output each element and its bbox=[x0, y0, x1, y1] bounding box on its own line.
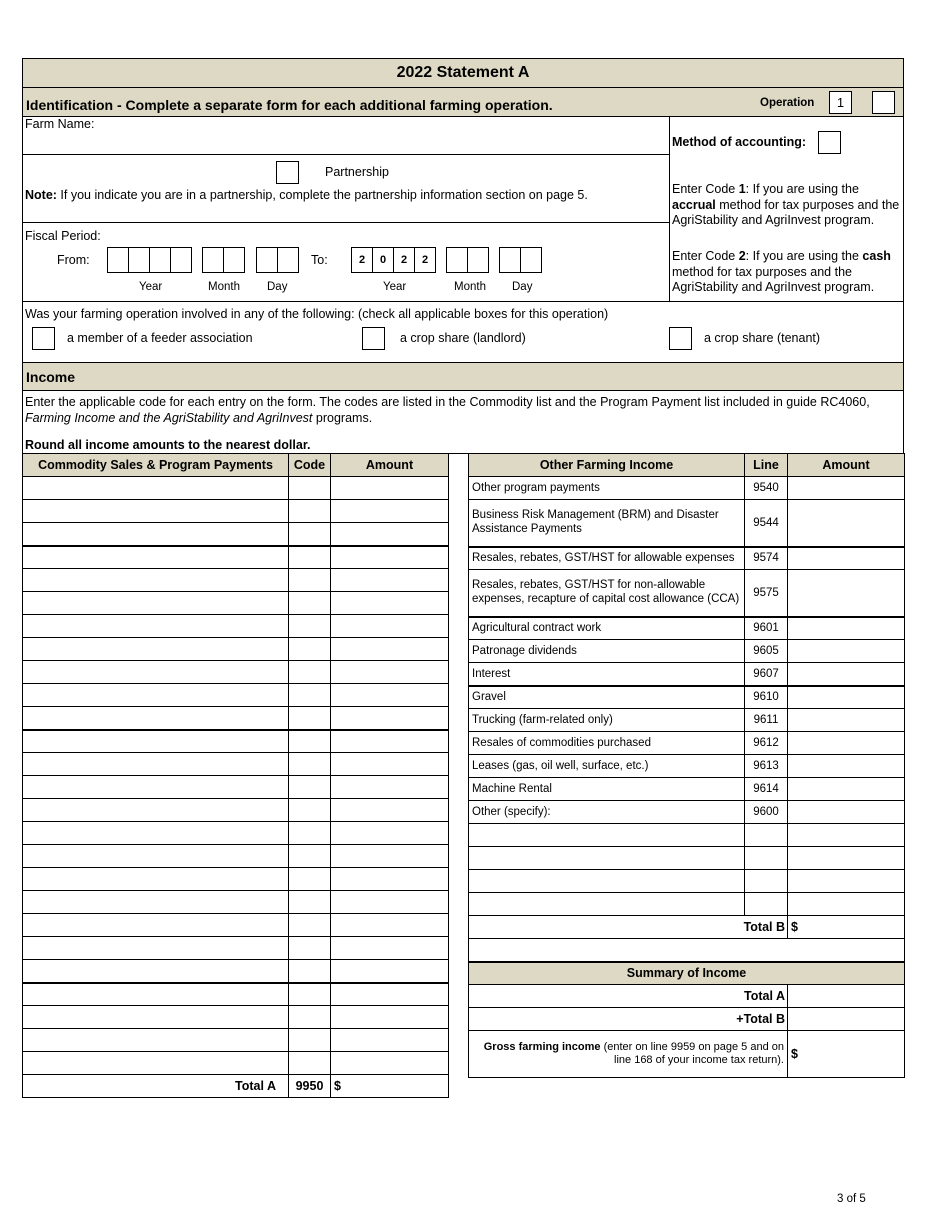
line-header: Line bbox=[745, 454, 788, 477]
commodity-cell[interactable] bbox=[23, 1052, 289, 1075]
commodity-table bbox=[22, 453, 449, 1098]
code2-pre: Enter Code bbox=[672, 249, 739, 263]
commodity-row bbox=[23, 546, 449, 569]
code-cell[interactable] bbox=[289, 891, 331, 914]
code-cell[interactable] bbox=[289, 477, 331, 500]
to-label: To: bbox=[311, 253, 328, 267]
commodity-row bbox=[23, 523, 449, 546]
line-number: 9540 bbox=[745, 477, 788, 500]
gross-income-row bbox=[469, 1031, 905, 1078]
fiscal-period-label: Fiscal Period: bbox=[25, 229, 101, 243]
other-income-label: Other (specify): bbox=[469, 801, 745, 824]
line-number: 9612 bbox=[745, 732, 788, 755]
other-income-rows bbox=[469, 477, 905, 916]
gross-income-dollar: $ bbox=[791, 1047, 798, 1061]
other-income-row bbox=[469, 570, 905, 617]
amount-cell[interactable] bbox=[331, 960, 449, 983]
amount-cell[interactable] bbox=[331, 776, 449, 799]
line-number: 9601 bbox=[745, 617, 788, 640]
amount-cell[interactable] bbox=[331, 592, 449, 615]
code-header: Code bbox=[289, 454, 331, 477]
summary-total-a-label: Total A bbox=[469, 985, 788, 1008]
other-income-amount[interactable] bbox=[788, 732, 905, 755]
other-income-label: Gravel bbox=[469, 686, 745, 709]
instructions-italic: Farming Income and the AgriStability and AgriInvest bbox=[25, 410, 313, 425]
partnership-label: Partnership bbox=[325, 165, 389, 179]
method-of-accounting-label: Method of accounting: bbox=[672, 135, 807, 149]
commodity-cell[interactable] bbox=[23, 546, 289, 569]
commodity-row bbox=[23, 960, 449, 983]
operation-number-box[interactable]: 1 bbox=[829, 91, 852, 114]
code-cell[interactable] bbox=[289, 1052, 331, 1075]
amount-cell[interactable] bbox=[331, 1006, 449, 1029]
instructions-pre: Enter the applicable code for each entry on the form. The codes are listed in the Commodity list and the Program Payment list included in guide RC4060, bbox=[25, 395, 870, 409]
to-day-digit-1[interactable] bbox=[499, 247, 521, 273]
commodity-row bbox=[23, 1052, 449, 1075]
commodity-row bbox=[23, 983, 449, 1006]
commodity-row bbox=[23, 937, 449, 960]
other-income-row bbox=[469, 893, 905, 916]
commodity-row bbox=[23, 707, 449, 730]
divider-farm-name bbox=[22, 154, 670, 155]
crop-share-landlord-checkbox[interactable] bbox=[362, 327, 385, 350]
commodity-row bbox=[23, 868, 449, 891]
other-income-label[interactable] bbox=[469, 870, 745, 893]
summary-header-row bbox=[469, 962, 905, 985]
amount-cell[interactable] bbox=[331, 730, 449, 753]
line-number[interactable] bbox=[745, 893, 788, 916]
other-income-row bbox=[469, 617, 905, 640]
summary-total-a-row bbox=[469, 985, 905, 1008]
commodity-row bbox=[23, 477, 449, 500]
total-a-code: 9950 bbox=[289, 1075, 331, 1098]
operation-extra-box[interactable] bbox=[872, 91, 895, 114]
code-cell[interactable] bbox=[289, 730, 331, 753]
commodity-row bbox=[23, 638, 449, 661]
other-income-amount[interactable] bbox=[788, 617, 905, 640]
other-income-label[interactable] bbox=[469, 824, 745, 847]
commodity-row bbox=[23, 914, 449, 937]
other-income-amount[interactable] bbox=[788, 547, 905, 570]
from-year-digit-2[interactable] bbox=[128, 247, 150, 273]
code1-num: 1 bbox=[738, 182, 746, 196]
code-cell[interactable] bbox=[289, 937, 331, 960]
commodity-rows bbox=[23, 477, 449, 1075]
amount-cell[interactable] bbox=[331, 868, 449, 891]
commodity-row bbox=[23, 891, 449, 914]
commodity-cell[interactable] bbox=[23, 937, 289, 960]
from-month-label: Month bbox=[208, 281, 240, 293]
code-cell[interactable] bbox=[289, 1006, 331, 1029]
commodity-row bbox=[23, 799, 449, 822]
other-income-amount[interactable] bbox=[788, 686, 905, 709]
amount-cell[interactable] bbox=[331, 1052, 449, 1075]
gross-income-text: (enter on line 9959 on page 5 and on line 168 of your income tax return). bbox=[600, 1040, 784, 1066]
other-income-label: Interest bbox=[469, 663, 745, 686]
crop-share-tenant-label: a crop share (tenant) bbox=[704, 331, 821, 345]
code-cell[interactable] bbox=[289, 983, 331, 1006]
other-income-amount[interactable] bbox=[788, 709, 905, 732]
other-income-amount[interactable] bbox=[788, 640, 905, 663]
other-income-row bbox=[469, 755, 905, 778]
commodity-row bbox=[23, 753, 449, 776]
other-income-table bbox=[468, 453, 905, 1078]
amount-cell[interactable] bbox=[331, 799, 449, 822]
line-number[interactable] bbox=[745, 870, 788, 893]
commodity-header-row bbox=[23, 454, 449, 477]
code-cell[interactable] bbox=[289, 592, 331, 615]
to-day-label: Day bbox=[512, 281, 533, 293]
other-income-label: Resales of commodities purchased bbox=[469, 732, 745, 755]
other-income-amount[interactable] bbox=[788, 847, 905, 870]
from-label: From: bbox=[57, 253, 90, 267]
income-heading: Income bbox=[26, 369, 76, 385]
other-income-label: Other program payments bbox=[469, 477, 745, 500]
commodity-cell[interactable] bbox=[23, 615, 289, 638]
code1-post: method for tax purposes and the AgriStability and AgriInvest program. bbox=[672, 197, 900, 228]
total-a-dollar: $ bbox=[334, 1079, 341, 1093]
other-income-label: Patronage dividends bbox=[469, 640, 745, 663]
code-cell[interactable] bbox=[289, 569, 331, 592]
code1-explanation bbox=[672, 182, 902, 229]
other-income-label: Resales, rebates, GST/HST for non-allowable expenses, recapture of capital cost allowance (CCA) bbox=[469, 570, 745, 617]
line-number: 9610 bbox=[745, 686, 788, 709]
other-income-row bbox=[469, 824, 905, 847]
operation-label: Operation bbox=[760, 97, 815, 109]
other-income-amount[interactable] bbox=[788, 570, 905, 617]
code-cell[interactable] bbox=[289, 661, 331, 684]
other-income-label: Agricultural contract work bbox=[469, 617, 745, 640]
amount-cell[interactable] bbox=[331, 822, 449, 845]
commodity-cell[interactable] bbox=[23, 638, 289, 661]
code-cell[interactable] bbox=[289, 799, 331, 822]
gross-income-label bbox=[469, 1031, 788, 1078]
other-income-amount[interactable] bbox=[788, 500, 905, 547]
commodity-header: Commodity Sales & Program Payments bbox=[23, 454, 289, 477]
amount-cell[interactable] bbox=[331, 891, 449, 914]
crop-share-tenant-checkbox[interactable] bbox=[669, 327, 692, 350]
from-day-digit-1[interactable] bbox=[256, 247, 278, 273]
to-month-digit-1[interactable] bbox=[446, 247, 468, 273]
round-note: Round all income amounts to the nearest dollar. bbox=[25, 438, 311, 452]
commodity-cell[interactable] bbox=[23, 707, 289, 730]
amount-cell[interactable] bbox=[331, 914, 449, 937]
crop-share-landlord-label: a crop share (landlord) bbox=[400, 331, 526, 345]
other-income-row bbox=[469, 547, 905, 570]
from-month-digit-1[interactable] bbox=[202, 247, 224, 273]
commodity-cell[interactable] bbox=[23, 1029, 289, 1052]
other-income-row bbox=[469, 801, 905, 824]
commodity-row bbox=[23, 569, 449, 592]
code-cell[interactable] bbox=[289, 914, 331, 937]
amount-cell[interactable] bbox=[331, 569, 449, 592]
commodity-cell[interactable] bbox=[23, 684, 289, 707]
to-year-digit-2[interactable]: 0 bbox=[372, 247, 394, 273]
note-bold: Note: bbox=[25, 188, 57, 202]
note-text: If you indicate you are in a partnership, complete the partnership information section on page 5. bbox=[56, 188, 588, 202]
summary-total-b-label: +Total B bbox=[469, 1008, 788, 1031]
to-year-label: Year bbox=[383, 281, 407, 293]
amount-cell[interactable] bbox=[331, 983, 449, 1006]
other-income-row bbox=[469, 870, 905, 893]
amount-cell[interactable] bbox=[331, 707, 449, 730]
code-cell[interactable] bbox=[289, 960, 331, 983]
amount-cell[interactable] bbox=[331, 500, 449, 523]
line-number: 9600 bbox=[745, 801, 788, 824]
commodity-cell[interactable] bbox=[23, 523, 289, 546]
other-income-row bbox=[469, 778, 905, 801]
commodity-row bbox=[23, 592, 449, 615]
feeder-association-label: a member of a feeder association bbox=[67, 331, 253, 345]
to-day-digit-2[interactable] bbox=[520, 247, 542, 273]
commodity-cell[interactable] bbox=[23, 661, 289, 684]
amount-header: Amount bbox=[331, 454, 449, 477]
other-income-label: Trucking (farm-related only) bbox=[469, 709, 745, 732]
involvement-question: Was your farming operation involved in any of the following: (check all applicable boxes for this operation) bbox=[25, 307, 609, 321]
commodity-cell[interactable] bbox=[23, 477, 289, 500]
other-income-amount[interactable] bbox=[788, 824, 905, 847]
partnership-note bbox=[25, 188, 588, 204]
code2-mid: : If you are using the bbox=[745, 249, 863, 263]
form-title: 2022 Statement A bbox=[396, 64, 530, 81]
code1-mid: : If you are using the bbox=[745, 182, 859, 196]
line-number: 9605 bbox=[745, 640, 788, 663]
line-number: 9611 bbox=[745, 709, 788, 732]
commodity-cell[interactable] bbox=[23, 868, 289, 891]
other-income-label[interactable] bbox=[469, 893, 745, 916]
commodity-row bbox=[23, 776, 449, 799]
spacer-row bbox=[469, 939, 905, 962]
from-year-digit-4[interactable] bbox=[170, 247, 192, 273]
summary-total-a-amount[interactable] bbox=[788, 985, 905, 1008]
vertical-divider bbox=[669, 116, 670, 302]
total-a-amount[interactable] bbox=[331, 1075, 449, 1098]
amount-cell[interactable] bbox=[331, 1029, 449, 1052]
other-income-row bbox=[469, 732, 905, 755]
to-year-digit-1[interactable]: 2 bbox=[351, 247, 373, 273]
feeder-association-checkbox[interactable] bbox=[32, 327, 55, 350]
code-cell[interactable] bbox=[289, 684, 331, 707]
commodity-cell[interactable] bbox=[23, 776, 289, 799]
to-year-digit-4[interactable]: 2 bbox=[414, 247, 436, 273]
code2-num: 2 bbox=[738, 249, 746, 263]
commodity-row bbox=[23, 845, 449, 868]
commodity-cell[interactable] bbox=[23, 592, 289, 615]
from-year-label: Year bbox=[139, 281, 163, 293]
commodity-row bbox=[23, 615, 449, 638]
identification-header bbox=[22, 87, 904, 117]
commodity-row bbox=[23, 661, 449, 684]
other-income-label: Machine Rental bbox=[469, 778, 745, 801]
line-number: 9607 bbox=[745, 663, 788, 686]
page-number: 3 of 5 bbox=[837, 1193, 866, 1205]
code-cell[interactable] bbox=[289, 868, 331, 891]
from-month-digit-2[interactable] bbox=[223, 247, 245, 273]
code-cell[interactable] bbox=[289, 753, 331, 776]
commodity-row bbox=[23, 500, 449, 523]
commodity-cell[interactable] bbox=[23, 1006, 289, 1029]
gross-income-bold: Gross farming income bbox=[483, 1040, 601, 1053]
other-income-row bbox=[469, 477, 905, 500]
commodity-row bbox=[23, 730, 449, 753]
commodity-row bbox=[23, 1006, 449, 1029]
line-number: 9544 bbox=[745, 500, 788, 547]
from-day-digit-2[interactable] bbox=[277, 247, 299, 273]
code2-explanation bbox=[672, 249, 902, 296]
other-income-amount[interactable] bbox=[788, 477, 905, 500]
amount-cell[interactable] bbox=[331, 937, 449, 960]
other-income-row bbox=[469, 663, 905, 686]
other-income-header: Other Farming Income bbox=[469, 454, 745, 477]
commodity-row bbox=[23, 684, 449, 707]
amount-cell[interactable] bbox=[331, 845, 449, 868]
line-number[interactable] bbox=[745, 847, 788, 870]
amount-cell[interactable] bbox=[331, 477, 449, 500]
line-number: 9575 bbox=[745, 570, 788, 617]
income-header bbox=[22, 362, 904, 391]
commodity-cell[interactable] bbox=[23, 845, 289, 868]
code-cell[interactable] bbox=[289, 1029, 331, 1052]
code1-word: accrual bbox=[672, 197, 716, 212]
other-income-amount[interactable] bbox=[788, 663, 905, 686]
commodity-cell[interactable] bbox=[23, 753, 289, 776]
other-income-label: Resales, rebates, GST/HST for allowable expenses bbox=[469, 547, 745, 570]
other-income-amount[interactable] bbox=[788, 778, 905, 801]
line-number: 9613 bbox=[745, 755, 788, 778]
amount-cell[interactable] bbox=[331, 661, 449, 684]
code-cell[interactable] bbox=[289, 845, 331, 868]
commodity-cell[interactable] bbox=[23, 960, 289, 983]
code-cell[interactable] bbox=[289, 776, 331, 799]
commodity-cell[interactable] bbox=[23, 569, 289, 592]
summary-total-b-row bbox=[469, 1008, 905, 1031]
amount-cell[interactable] bbox=[331, 684, 449, 707]
divider-partnership bbox=[22, 222, 670, 223]
from-day-label: Day bbox=[267, 281, 288, 293]
method-of-accounting-box[interactable] bbox=[818, 131, 841, 154]
code-cell[interactable] bbox=[289, 500, 331, 523]
commodity-cell[interactable] bbox=[23, 983, 289, 1006]
other-income-row bbox=[469, 686, 905, 709]
gross-income-amount[interactable] bbox=[788, 1031, 905, 1078]
from-year-digit-3[interactable] bbox=[149, 247, 171, 273]
other-income-amount[interactable] bbox=[788, 755, 905, 778]
code-cell[interactable] bbox=[289, 822, 331, 845]
other-income-row bbox=[469, 640, 905, 663]
other-income-label[interactable] bbox=[469, 847, 745, 870]
line-number: 9614 bbox=[745, 778, 788, 801]
income-instructions bbox=[25, 395, 899, 426]
instructions-post: programs. bbox=[312, 410, 373, 425]
code2-post: method for tax purposes and the AgriStability and AgriInvest program. bbox=[672, 264, 875, 295]
total-b-dollar: $ bbox=[791, 920, 798, 934]
code-cell[interactable] bbox=[289, 615, 331, 638]
total-a-row bbox=[23, 1075, 449, 1098]
other-income-amount[interactable] bbox=[788, 870, 905, 893]
other-income-row bbox=[469, 500, 905, 547]
farm-name-label: Farm Name: bbox=[25, 117, 95, 131]
to-year-digit-3[interactable]: 2 bbox=[393, 247, 415, 273]
form-title-bar bbox=[22, 58, 904, 88]
summary-heading: Summary of Income bbox=[469, 962, 905, 985]
to-month-digit-2[interactable] bbox=[467, 247, 489, 273]
commodity-cell[interactable] bbox=[23, 914, 289, 937]
spacer-cell bbox=[469, 939, 905, 962]
commodity-row bbox=[23, 1029, 449, 1052]
other-income-label: Business Risk Management (BRM) and Disaster Assistance Payments bbox=[469, 500, 745, 547]
amount-cell[interactable] bbox=[331, 638, 449, 661]
to-month-label: Month bbox=[454, 281, 486, 293]
commodity-cell[interactable] bbox=[23, 799, 289, 822]
code-cell[interactable] bbox=[289, 707, 331, 730]
line-number: 9574 bbox=[745, 547, 788, 570]
amount-cell[interactable] bbox=[331, 546, 449, 569]
commodity-cell[interactable] bbox=[23, 891, 289, 914]
total-a-label bbox=[23, 1075, 289, 1098]
other-income-header-row bbox=[469, 454, 905, 477]
total-b-amount[interactable] bbox=[788, 916, 905, 939]
code-cell[interactable] bbox=[289, 546, 331, 569]
other-income-amount[interactable] bbox=[788, 893, 905, 916]
commodity-cell[interactable] bbox=[23, 822, 289, 845]
amount-cell[interactable] bbox=[331, 523, 449, 546]
from-year-digit-1[interactable] bbox=[107, 247, 129, 273]
total-b-row bbox=[469, 916, 905, 939]
identification-heading: Identification - Complete a separate form for each additional farming operation. bbox=[26, 97, 553, 113]
code-cell[interactable] bbox=[289, 638, 331, 661]
line-number[interactable] bbox=[745, 824, 788, 847]
code-cell[interactable] bbox=[289, 523, 331, 546]
commodity-cell[interactable] bbox=[23, 500, 289, 523]
code1-pre: Enter Code bbox=[672, 182, 739, 196]
farm-name-input[interactable] bbox=[110, 118, 665, 152]
total-a-label-text: Total A bbox=[235, 1079, 276, 1093]
commodity-row bbox=[23, 822, 449, 845]
other-income-row bbox=[469, 847, 905, 870]
other-income-amount[interactable] bbox=[788, 801, 905, 824]
total-b-label: Total B bbox=[469, 916, 788, 939]
other-income-label: Leases (gas, oil well, surface, etc.) bbox=[469, 755, 745, 778]
summary-total-b-amount[interactable] bbox=[788, 1008, 905, 1031]
other-income-row bbox=[469, 709, 905, 732]
partnership-checkbox[interactable] bbox=[276, 161, 299, 184]
amount-cell[interactable] bbox=[331, 615, 449, 638]
commodity-cell[interactable] bbox=[23, 730, 289, 753]
other-amount-header: Amount bbox=[788, 454, 905, 477]
amount-cell[interactable] bbox=[331, 753, 449, 776]
code2-word: cash bbox=[862, 249, 891, 263]
